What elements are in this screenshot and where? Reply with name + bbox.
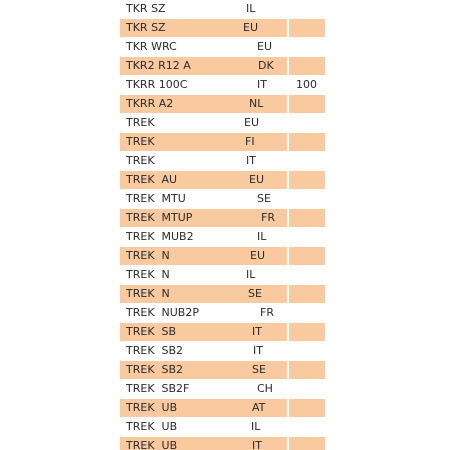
- model-cell: TKRR A2: [126, 97, 174, 110]
- table-row: [120, 209, 325, 227]
- model-cell: TREK: [126, 154, 155, 167]
- country-cell: EU: [257, 40, 273, 53]
- model-cell: TREK UB: [126, 401, 178, 414]
- model-cell: TKR WRC: [126, 40, 177, 53]
- table-row: [120, 304, 325, 322]
- table-row: [120, 171, 325, 189]
- table-row: [120, 323, 325, 341]
- table-row: [120, 418, 325, 436]
- country-cell: IL: [246, 268, 256, 281]
- table-row: [120, 342, 325, 360]
- model-cell: TREK MUB2: [126, 230, 194, 243]
- model-cell: TREK MTU: [126, 192, 186, 205]
- model-cell: TREK: [126, 135, 155, 148]
- table-row: [120, 0, 325, 18]
- country-cell: EU: [244, 116, 260, 129]
- model-country-table: [120, 0, 325, 450]
- country-cell: SE: [248, 287, 262, 300]
- model-cell: TREK N: [126, 287, 170, 300]
- country-cell: IT: [252, 439, 262, 450]
- country-cell: IL: [246, 2, 256, 15]
- table-row: [120, 19, 325, 37]
- model-cell: TREK SB2F: [126, 382, 190, 395]
- country-cell: NL: [249, 97, 264, 110]
- country-cell: CH: [257, 382, 273, 395]
- table-row: [120, 38, 325, 56]
- country-cell: EU: [250, 249, 266, 262]
- model-cell: TREK UB: [126, 420, 178, 433]
- country-cell: SE: [257, 192, 271, 205]
- model-cell: TKRR 100C: [126, 78, 188, 91]
- table-row: [120, 133, 325, 151]
- table-row: [120, 437, 325, 450]
- model-cell: TREK NUB2P: [126, 306, 199, 319]
- model-cell: TREK MTUP: [126, 211, 193, 224]
- country-cell: AT: [252, 401, 266, 414]
- table-row: [120, 266, 325, 284]
- table-row: [120, 76, 325, 94]
- country-cell: FR: [261, 211, 275, 224]
- country-cell: IL: [257, 230, 267, 243]
- model-cell: TKR2 R12 A: [126, 59, 191, 72]
- table-row: [120, 399, 325, 417]
- model-cell: TREK: [126, 116, 155, 129]
- table-row: [120, 95, 325, 113]
- table-row: [120, 152, 325, 170]
- country-cell: FI: [245, 135, 255, 148]
- model-cell: TREK AU: [126, 173, 178, 186]
- country-cell: SE: [252, 363, 266, 376]
- model-cell: TKR SZ: [126, 2, 166, 15]
- table-row: [120, 190, 325, 208]
- table-row: [120, 114, 325, 132]
- country-cell: EU: [243, 21, 259, 34]
- model-cell: TREK N: [126, 268, 170, 281]
- model-cell: TREK UB: [126, 439, 178, 450]
- table-row: [120, 228, 325, 246]
- country-cell: FR: [260, 306, 274, 319]
- extra-cell: 100: [296, 78, 317, 91]
- country-cell: DK: [258, 59, 274, 72]
- model-cell: TKR SZ: [126, 21, 166, 34]
- country-cell: EU: [249, 173, 265, 186]
- country-cell: IT: [257, 78, 267, 91]
- country-cell: IT: [246, 154, 256, 167]
- table-row: [120, 57, 325, 75]
- model-cell: TREK SB: [126, 325, 177, 338]
- country-cell: IL: [251, 420, 261, 433]
- model-cell: TREK N: [126, 249, 170, 262]
- table-row: [120, 285, 325, 303]
- country-cell: IT: [253, 344, 263, 357]
- model-cell: TREK SB2: [126, 363, 184, 376]
- table-row: [120, 247, 325, 265]
- country-cell: IT: [252, 325, 262, 338]
- table-row: [120, 380, 325, 398]
- model-cell: TREK SB2: [126, 344, 184, 357]
- table-row: [120, 361, 325, 379]
